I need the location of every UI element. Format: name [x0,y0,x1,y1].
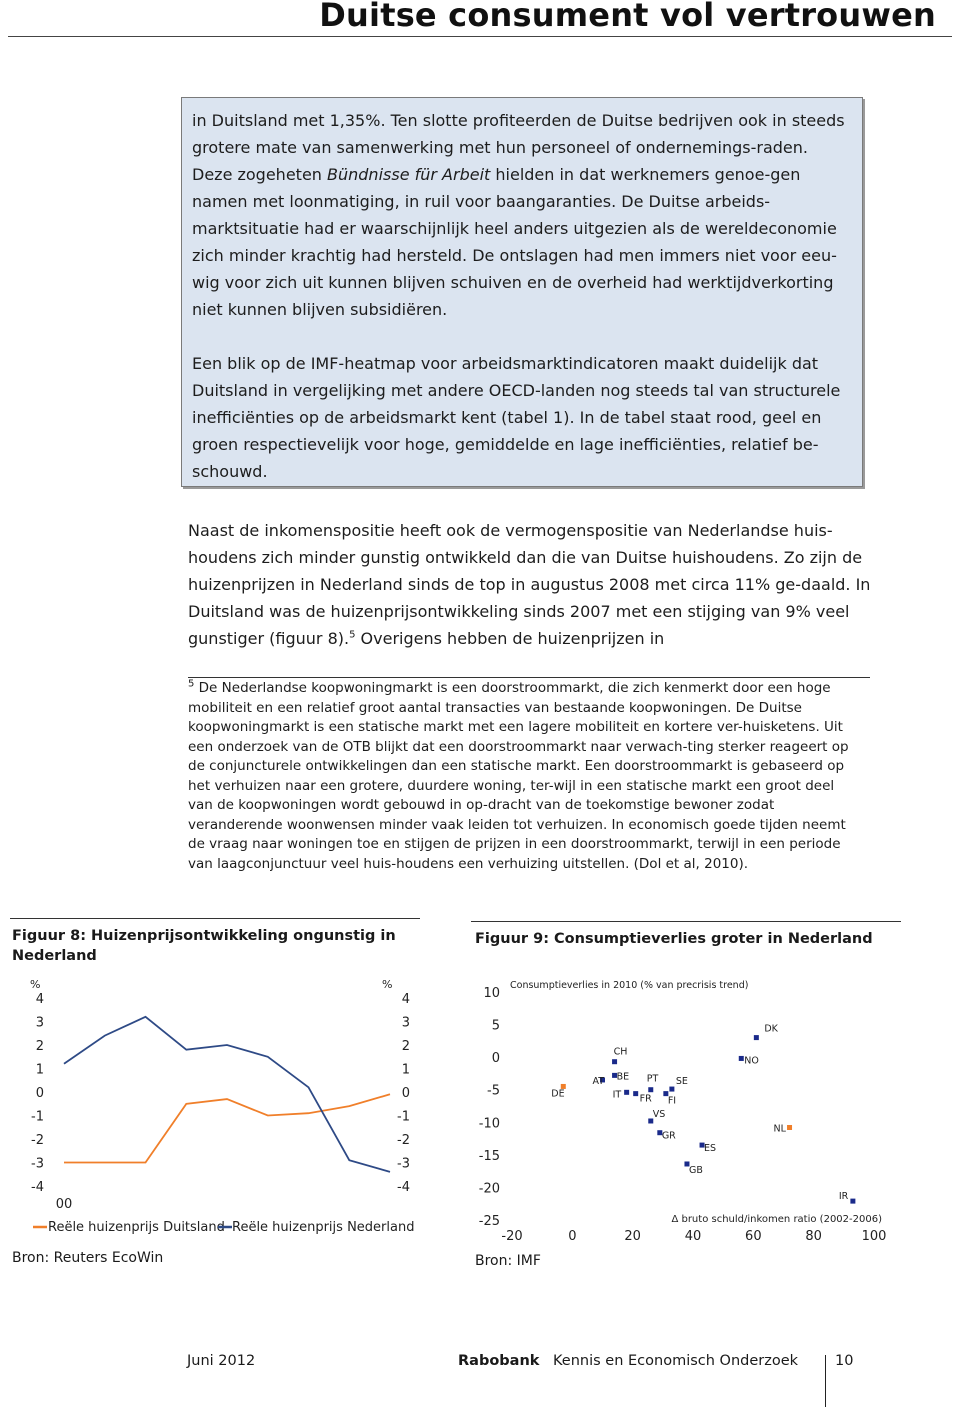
y-tick-left: 1 [35,1062,44,1078]
y-tick-right: -1 [397,1109,410,1125]
figure-9-chart [470,970,900,1250]
point-se [669,1087,674,1092]
y-tick-left: 4 [35,992,44,1007]
y-tick: -20 [478,1181,500,1197]
footnote [188,679,856,874]
figure-8-source: Bron: Reuters EcoWin [12,1250,164,1266]
y-unit-left: % [30,978,41,991]
point-label-de: DE [551,1088,565,1100]
footnote-text: De Nederlandse koopwoningmarkt is een doorstroommarkt, die zich kenmerkt door een hoge mobiliteit en een relatief groot aantal transacties van bestaande koopwoningen. De Duitse koopwoningmarkt is een statische markt met een lagere mobiliteit en kortere ver-huisketens. Uit een onderzoek van de OTB blijkt dat een doorstroommarkt naar verwach-ting sterker reageert op de conjuncturele ontwikkelingen dan een statische markt. Een doorstroommarkt is gebaseerd op het verhuizen naar een grotere, duurdere woning, ter-wijl in een statische markt een groot deel van de koopwoningen wordt gebouwd in op-dracht van de toekomstige bewoner zodat veranderende woonwensen minder vaak leiden tot verhuizen. In economisch goede tijden neemt de vraag naar woningen toe en stijgen de prijzen in een doorstroommarkt, terwijl in een periode van laagconjunctuur veel huis-houdens een verhuizing uitstellen. (Dol et al, 2010). [188,680,849,872]
point-label-ch: CH [613,1046,628,1058]
y-tick-right: -3 [397,1156,410,1172]
y-tick-left: -2 [31,1133,44,1148]
y-unit-right: % [382,978,393,991]
x-tick: 60 [745,1229,762,1244]
footer-date: Juni 2012 [187,1353,256,1369]
figure-8-chart [0,970,420,1245]
x-tick: 0 [568,1229,577,1244]
point-label-se: SE [675,1076,688,1088]
box-text-italic: Bündnisse für Arbeit [327,165,491,184]
point-label-gb: GB [688,1164,703,1176]
point-label-nl: NL [773,1123,786,1135]
y-tick-right: -2 [397,1133,410,1148]
x-tick: 100 [861,1229,887,1244]
box-text-a: in Duitsland met 1,35%. Ten slotte profiteerden de Duitse bedrijven ook in steeds grotere mate van samenwerking met hun personeel of ondernemings-raden. Deze zogeheten [192,111,845,184]
point-label-fi: FI [667,1095,677,1107]
y-tick-right: 3 [401,1015,410,1031]
box-paragraph-2: Een blik op de IMF-heatmap voor arbeidsmarktindicatoren maakt duidelijk dat Duitsland in vergelijking met andere OECD-landen nog steeds tal van structurele inefficiënties op de arbeidsmarkt kent (tabel 1). In de tabel staat rood, geel en groen respectievelijk voor hoge, gemiddelde en lage inefficiënties, relatief be-schouwd. [192,354,841,481]
highlight-box [181,97,863,487]
y-tick-left: -1 [31,1109,44,1125]
point-it [624,1090,629,1095]
body-text-b: Overigens hebben de huizenprijzen in [355,629,665,648]
point-label-be: BE [616,1071,630,1083]
figure-8-rule [10,918,420,919]
series-line-duitsland [64,1094,390,1162]
legend-label-nederland: Reële huizenprijs Nederland [232,1220,415,1235]
y-tick: -10 [478,1116,500,1132]
footnote-rule [188,677,870,678]
point-ir [850,1199,855,1204]
point-fr [633,1091,638,1096]
figure-9-source: Bron: IMF [475,1253,541,1269]
point-label-it: IT [612,1089,622,1101]
figure-8-title: Figuur 8: Huizenprijsontwikkeling ongunstig in Nederland [12,928,396,964]
x-tick: -20 [501,1229,523,1244]
y-tick-right: 2 [401,1039,410,1054]
body-paragraph [188,517,878,652]
y-tick: 5 [491,1018,500,1034]
point-nl [787,1125,792,1130]
figure-9-title: Figuur 9: Consumptieverlies groter in Nederland [475,931,873,947]
footnote-number: 5 [188,678,195,690]
y-tick: 0 [491,1051,500,1067]
point-label-fr: FR [639,1093,652,1105]
footer-brand: Rabobank [458,1353,540,1369]
y-tick-right: -4 [397,1180,410,1195]
chart-title: Consumptieverlies in 2010 (% van precrisis trend) [510,980,749,991]
point-no [739,1056,744,1061]
y-tick-right: 4 [401,992,410,1007]
page-header-title: Duitse consument vol vertrouwen [319,0,936,34]
point-label-dk: DK [764,1023,778,1035]
body-text-a: Naast de inkomenspositie heeft ook de vermogenspositie van Nederlandse huis-houdens zich minder gunstig ontwikkeld dan die van Duitse huishoudens. Zo zijn de huizenprijzen in Nederland sinds de top in augustus 2008 met circa 11% ge-daald. In Duitsland was de huizenprijsontwikkeling sinds 2007 met een stijging van 9% veel gunstiger (figuur 8). [188,521,871,648]
y-tick-left: 2 [35,1039,44,1054]
footer-page-number: 10 [835,1353,854,1369]
y-tick-right: 1 [401,1062,410,1078]
footer-divider [825,1355,826,1407]
x-tick-label: 00 [55,1197,73,1212]
y-tick: 10 [483,986,500,1001]
x-axis-label: Δ bruto schuld/inkomen ratio (2002-2006) [671,1214,882,1225]
point-label-vs: VS [652,1108,666,1120]
point-ch [612,1059,617,1064]
point-label-gr: GR [661,1130,676,1142]
point-label-no: NO [744,1055,759,1067]
point-label-es: ES [704,1143,717,1155]
box-text-b: hielden in dat werknemers genoe-gen namen met loonmatiging, in ruil voor baangaranties. De Duitse arbeids-marktsituatie had er waarschijnlijk heel anders uitgezien als de wereldeconomie zich minder krachtig had hersteld. De ontslagen had men immers niet voor eeu-wig voor zich uit kunnen blijven schuiven en de overheid had werktijdverkorting niet kunnen blijven subsidiëren. [192,165,837,319]
box-paragraph-1 [192,107,852,323]
y-tick-right: 0 [401,1086,410,1101]
point-label-at: AT [592,1075,605,1087]
point-label-ir: IR [838,1191,849,1203]
point-pt [648,1087,653,1092]
series-line-nederland [64,1017,390,1172]
point-label-pt: PT [646,1073,659,1085]
footnote-ref: 5 [349,629,356,641]
x-tick: 80 [805,1229,822,1244]
y-tick: -5 [487,1083,500,1099]
header-rule [8,36,952,37]
figure-9-rule [471,921,901,922]
x-tick: 40 [684,1229,702,1244]
y-tick: -25 [478,1214,500,1229]
footer-department: Kennis en Economisch Onderzoek [553,1353,799,1369]
legend-label-duitsland: Reële huizenprijs Duitsland [48,1220,225,1235]
point-dk [754,1035,759,1040]
y-tick-left: 3 [35,1015,44,1031]
y-tick-left: -4 [31,1180,44,1195]
y-tick-left: 0 [35,1086,44,1101]
x-tick: 20 [624,1229,641,1244]
y-tick-left: -3 [31,1156,44,1172]
y-tick: -15 [478,1148,500,1164]
